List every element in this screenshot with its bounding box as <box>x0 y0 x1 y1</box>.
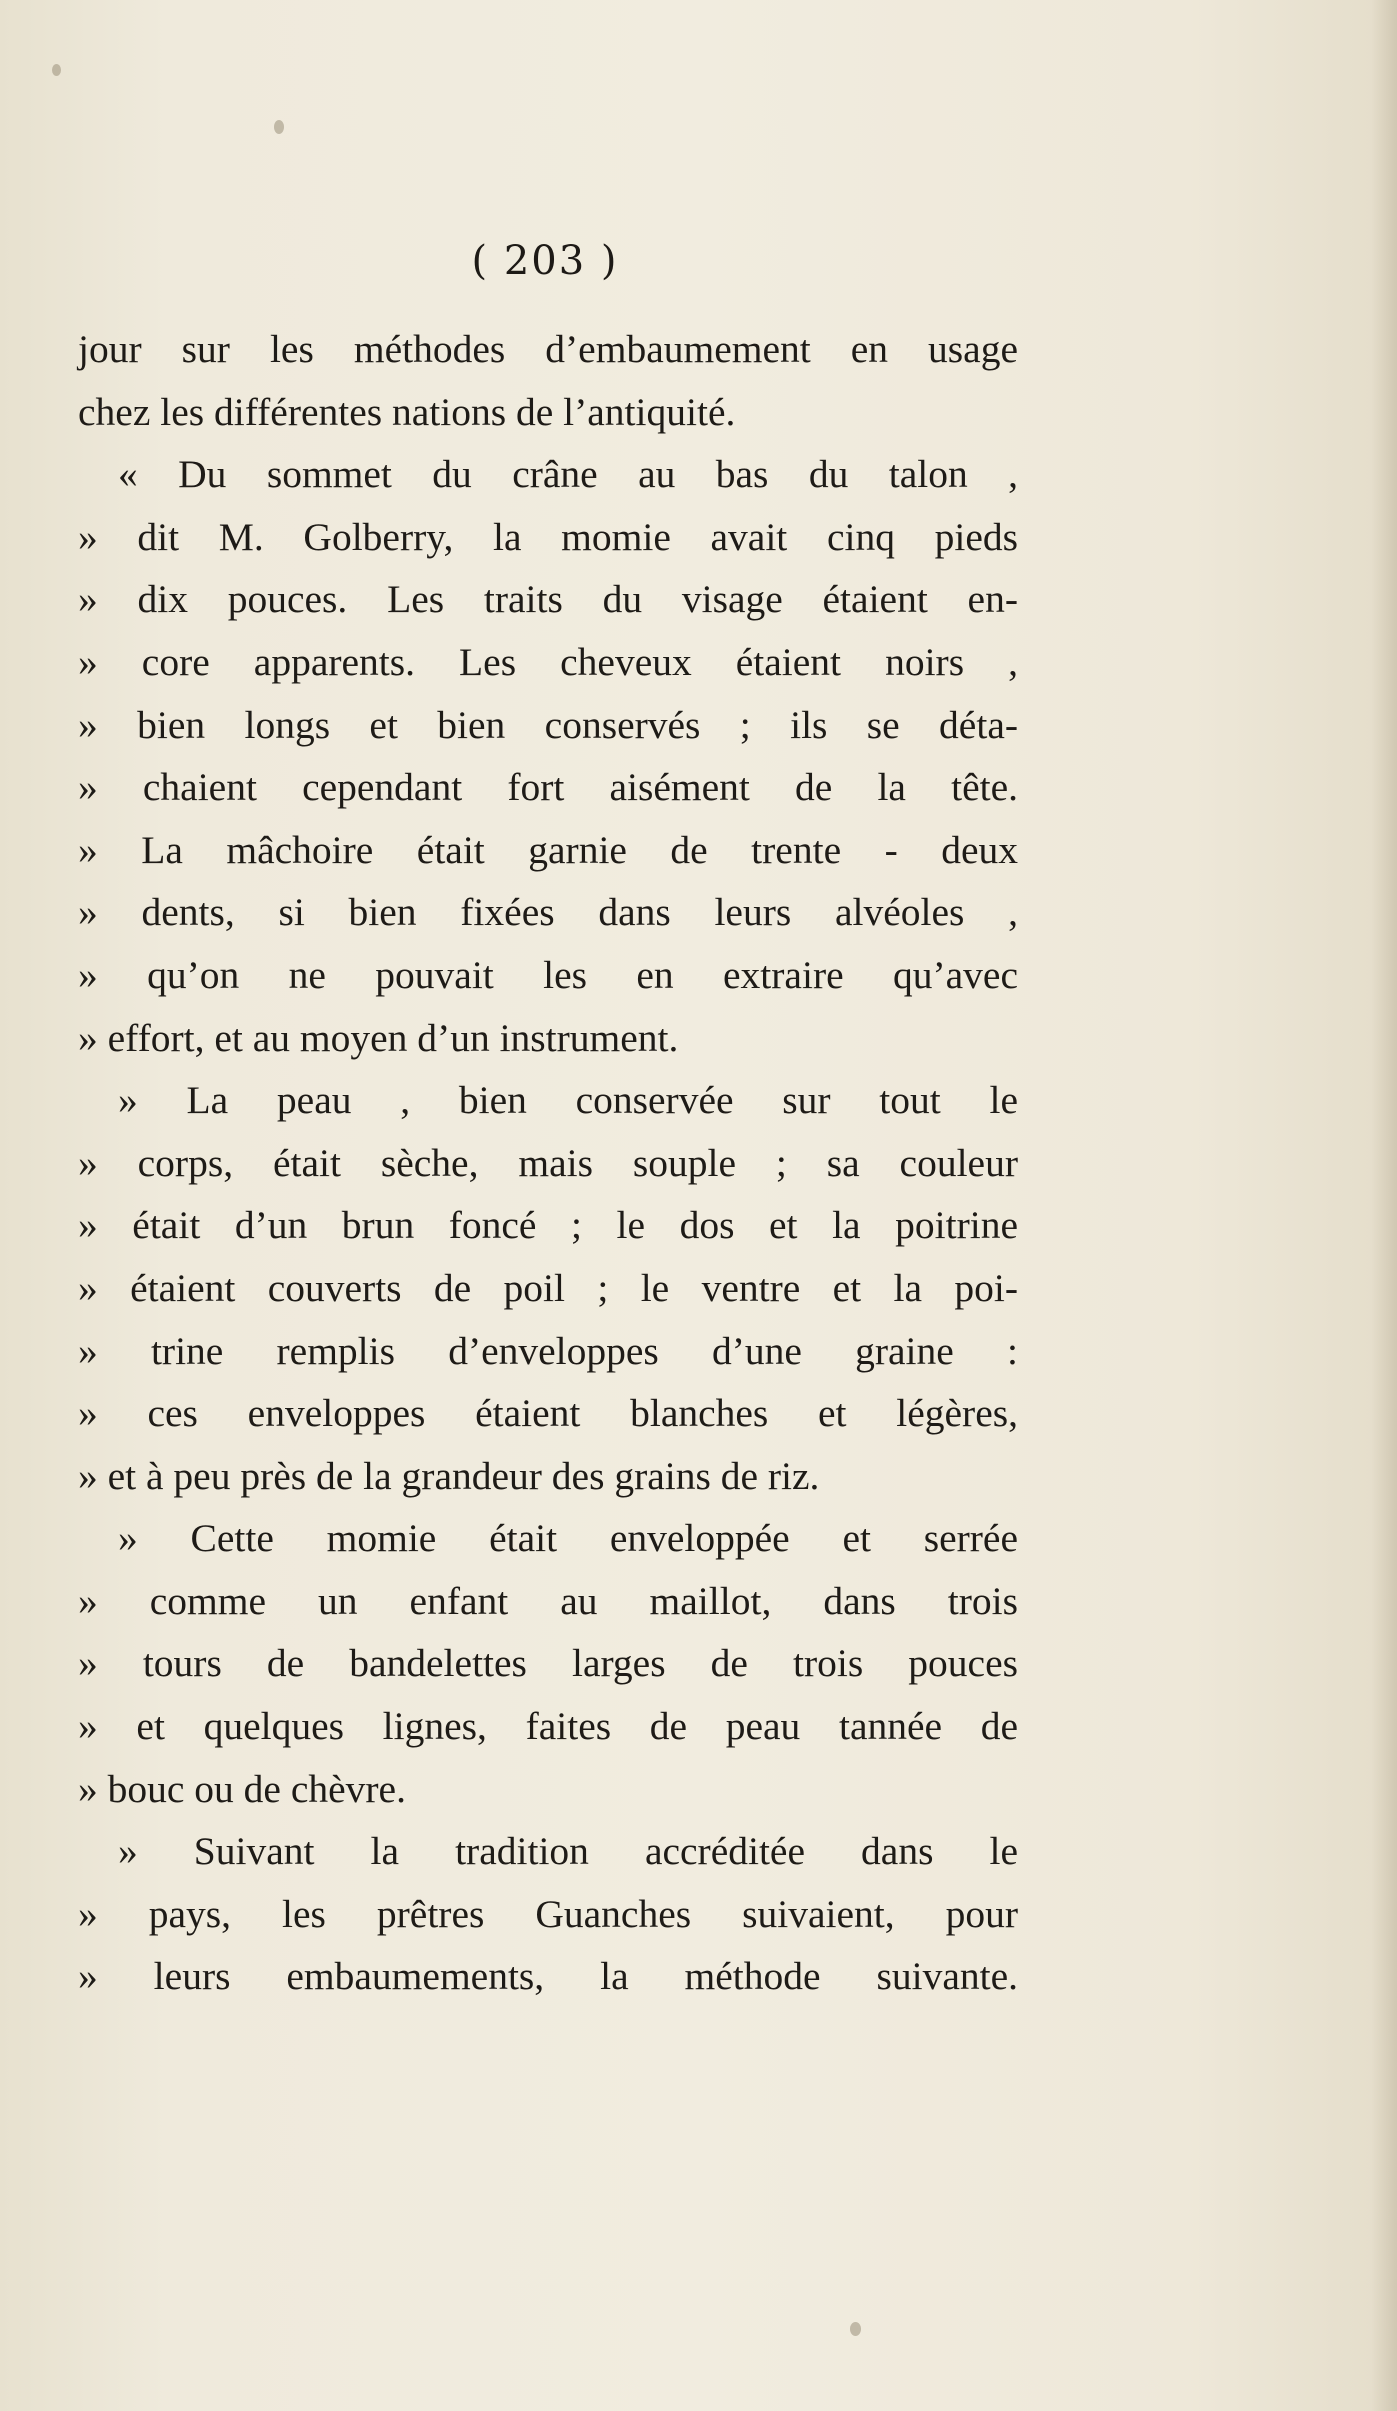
text-line: » dit M. Golberry, la momie avait cinq pieds <box>78 514 1018 559</box>
text-line: » qu’on ne pouvait les en extraire qu’avec <box>78 952 1018 997</box>
text-line: » La mâchoire était garnie de trente - deux <box>78 827 1018 872</box>
text-line: » core apparents. Les cheveux étaient noirs , <box>78 639 1018 684</box>
paper-spot <box>850 2322 861 2336</box>
text-line: » La peau , bien conservée sur tout le <box>118 1078 1018 1123</box>
paper-spot <box>52 64 61 76</box>
paper-spot <box>274 120 284 134</box>
text-line: » corps, était sèche, mais souple ; sa couleur <box>78 1140 1018 1185</box>
text-line: » effort, et au moyen d’un instrument. <box>78 1015 679 1060</box>
text-line: » Suivant la tradition accréditée dans le <box>118 1829 1018 1874</box>
text-line: » dix pouces. Les traits du visage étaient en- <box>78 577 1018 622</box>
text-line: « Du sommet du crâne au bas du talon , <box>118 452 1018 497</box>
text-line: » bouc ou de chèvre. <box>78 1766 406 1811</box>
text-line: » et quelques lignes, faites de peau tannée de <box>78 1704 1018 1749</box>
text-line: » Cette momie était enveloppée et serrée <box>118 1516 1018 1561</box>
text-line: » tours de bandelettes larges de trois pouces <box>78 1641 1018 1686</box>
text-line: chez les différentes nations de l’antiquité. <box>78 389 736 434</box>
text-line: » comme un enfant au maillot, dans trois <box>78 1578 1018 1623</box>
text-line: » et à peu près de la grandeur des grains de riz. <box>78 1453 820 1498</box>
text-line: » dents, si bien fixées dans leurs alvéoles , <box>78 890 1018 935</box>
text-line: » était d’un brun foncé ; le dos et la poitrine <box>78 1203 1018 1248</box>
text-line: » chaient cependant fort aisément de la tête. <box>78 765 1018 810</box>
body-text <box>78 318 1018 2008</box>
text-line: » pays, les prêtres Guanches suivaient, pour <box>78 1891 1018 1936</box>
text-line: » leurs embaumements, la méthode suivante. <box>78 1954 1018 1999</box>
text-line: jour sur les méthodes d’embaumement en usage <box>78 327 1018 371</box>
text-line: » ces enveloppes étaient blanches et légères, <box>78 1391 1018 1436</box>
text-line: » bien longs et bien conservés ; ils se déta- <box>78 702 1018 747</box>
text-line: » trine remplis d’enveloppes d’une graine : <box>78 1328 1018 1373</box>
page-number: ( 203 ) <box>471 238 619 284</box>
text-line: » étaient couverts de poil ; le ventre et la poi- <box>78 1265 1018 1310</box>
page-edge-shadow <box>1371 0 1397 2411</box>
